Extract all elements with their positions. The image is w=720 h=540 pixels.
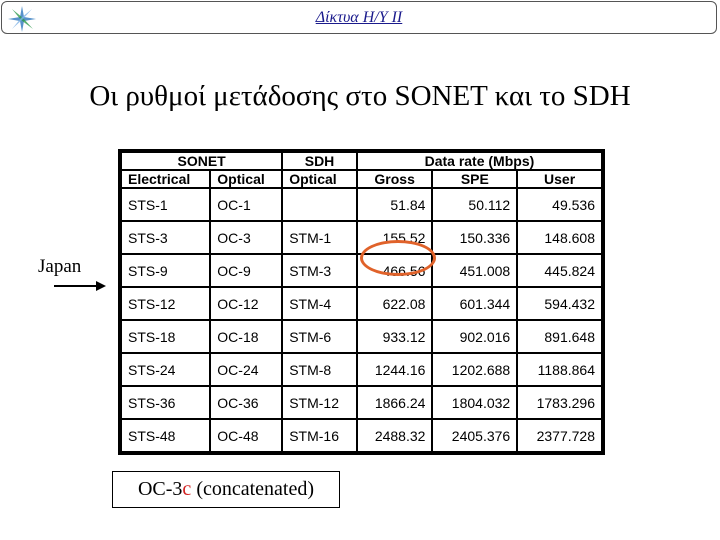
header-sonet: SONET	[122, 153, 281, 169]
cell-gross: 2488.32	[358, 420, 432, 451]
header-gross: Gross	[358, 171, 432, 187]
cell-gross: 466.56	[358, 255, 432, 286]
cell-spe: 50.112	[433, 189, 516, 220]
header-spe: SPE	[433, 171, 516, 187]
rates-table-grid	[120, 151, 603, 453]
sub-header-row	[122, 171, 601, 187]
cell-optical-sdh: STM-16	[283, 420, 356, 451]
header-user: User	[518, 171, 601, 187]
header-optical-sdh: Optical	[283, 171, 356, 187]
cell-spe: 902.016	[433, 321, 516, 352]
group-header-row	[122, 153, 601, 169]
slide-title: Οι ρυθμοί μετάδοσης στο SONET και το SDH	[89, 80, 631, 112]
cell-optical-sonet: OC-18	[211, 321, 281, 352]
cell-spe: 601.344	[433, 288, 516, 319]
cell-electrical: STS-48	[122, 420, 209, 451]
cell-electrical: STS-9	[122, 255, 209, 286]
cell-spe: 1202.688	[433, 354, 516, 385]
cell-gross: 1866.24	[358, 387, 432, 418]
cell-optical-sonet: OC-48	[211, 420, 281, 451]
cell-optical-sonet: OC-24	[211, 354, 281, 385]
header-electrical: Electrical	[122, 171, 209, 187]
cell-spe: 2405.376	[433, 420, 516, 451]
cell-electrical: STS-24	[122, 354, 209, 385]
table-row	[122, 321, 601, 352]
cell-optical-sonet: OC-9	[211, 255, 281, 286]
table-row	[122, 354, 601, 385]
table-row	[122, 288, 601, 319]
table-row	[122, 387, 601, 418]
table-row	[122, 222, 601, 253]
header-optical-sonet: Optical	[211, 171, 281, 187]
cell-user: 2377.728	[518, 420, 601, 451]
cell-optical-sdh: STM-8	[283, 354, 356, 385]
cell-user: 1188.864	[518, 354, 601, 385]
cell-user: 594.432	[518, 288, 601, 319]
cell-electrical: STS-36	[122, 387, 209, 418]
header-sdh: SDH	[283, 153, 356, 169]
table-row	[122, 189, 601, 220]
arrow-right-icon	[54, 280, 106, 292]
cell-user: 891.648	[518, 321, 601, 352]
note-highlight: c	[182, 478, 192, 500]
cell-user: 1783.296	[518, 387, 601, 418]
japan-label: Japan	[38, 256, 82, 277]
cell-gross: 155.52	[358, 222, 432, 253]
cell-electrical: STS-12	[122, 288, 209, 319]
cell-optical-sonet: OC-1	[211, 189, 281, 220]
cell-user: 49.536	[518, 189, 601, 220]
cell-user: 148.608	[518, 222, 601, 253]
header-data-rate: Data rate (Mbps)	[358, 153, 601, 169]
cell-optical-sdh: STM-12	[283, 387, 356, 418]
table-row	[122, 420, 601, 451]
cell-gross: 1244.16	[358, 354, 432, 385]
cell-optical-sonet: OC-12	[211, 288, 281, 319]
cell-gross: 51.84	[358, 189, 432, 220]
cell-optical-sdh	[283, 189, 356, 220]
header-title: Δίκτυα Η/Υ ΙΙ	[315, 9, 403, 26]
cell-optical-sdh: STM-1	[283, 222, 356, 253]
rates-table	[118, 149, 605, 455]
cell-spe: 1804.032	[433, 387, 516, 418]
header-bar	[1, 1, 717, 34]
cell-user: 445.824	[518, 255, 601, 286]
cell-gross: 933.12	[358, 321, 432, 352]
cell-optical-sdh: STM-6	[283, 321, 356, 352]
cell-spe: 150.336	[433, 222, 516, 253]
cell-electrical: STS-18	[122, 321, 209, 352]
cell-electrical: STS-3	[122, 222, 209, 253]
cell-electrical: STS-1	[122, 189, 209, 220]
note-suffix: (concatenated)	[191, 478, 315, 500]
cell-optical-sdh: STM-3	[283, 255, 356, 286]
cell-spe: 451.008	[433, 255, 516, 286]
note-prefix: OC-3	[137, 478, 183, 500]
concatenated-note	[112, 471, 340, 508]
cell-gross: 622.08	[358, 288, 432, 319]
cell-optical-sonet: OC-36	[211, 387, 281, 418]
cell-optical-sonet: OC-3	[211, 222, 281, 253]
highlight-circle	[360, 240, 436, 276]
cell-optical-sdh: STM-4	[283, 288, 356, 319]
